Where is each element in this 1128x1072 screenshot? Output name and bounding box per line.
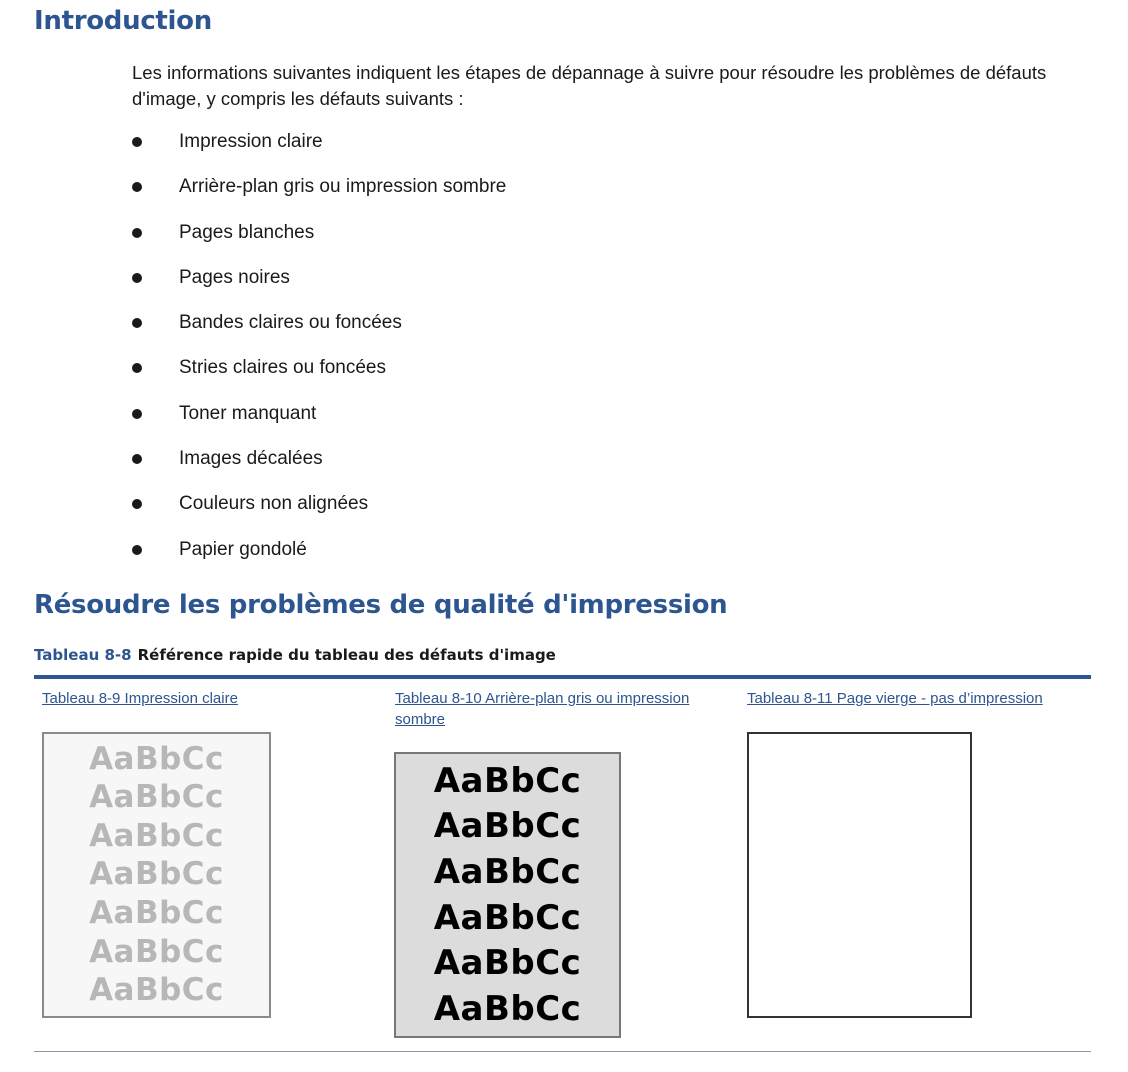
sample-text-line: AaBbCc [89,740,224,777]
link-gray-background[interactable]: Tableau 8-10 Arrière-plan gris ou impression sombre [395,690,690,728]
sample-text-line: AaBbCc [89,817,224,854]
defect-list [132,128,506,581]
sample-text-line: AaBbCc [433,943,582,984]
intro-paragraph: Les informations suivantes indiquent les étapes de dépannage à suivre pour résoudre les problèmes de défauts d'image, y compris les défauts suivants : [132,62,1047,109]
list-item [132,128,506,173]
table-title: Référence rapide du tableau des défauts d'image [137,646,556,664]
list-item [132,354,506,399]
table-bottom-rule [34,1051,1091,1052]
bullet-icon [132,273,142,283]
list-item [132,309,506,354]
table-number: Tableau 8-8 [34,646,132,664]
light-print-sample-image [42,732,271,1018]
sample-text-line: AaBbCc [433,760,582,801]
bullet-icon [132,228,142,238]
table-top-rule [34,675,1091,679]
bullet-icon [132,545,142,555]
list-item-label: Images décalées [179,448,323,470]
table-caption [34,646,556,664]
bullet-icon [132,318,142,328]
sample-text-line: AaBbCc [89,895,224,932]
list-item-label: Couleurs non alignées [179,493,369,515]
list-item-label: Papier gondolé [179,538,307,560]
list-item [132,400,506,445]
bullet-icon [132,454,142,464]
link-blank-page[interactable]: Tableau 8-11 Page vierge - pas d’impression [747,690,1043,707]
list-item-label: Pages noires [179,266,290,288]
sample-text-line: AaBbCc [89,933,224,970]
gray-background-sample-image [394,752,621,1038]
list-item [132,264,506,309]
table-column-gray-background [395,688,725,730]
list-item [132,490,506,535]
bullet-icon [132,182,142,192]
sample-text-line: AaBbCc [433,806,582,847]
list-item-label: Bandes claires ou foncées [179,312,402,334]
sample-text-line: AaBbCc [89,856,224,893]
bullet-icon [132,137,142,147]
sample-text-line: AaBbCc [433,852,582,893]
sample-text-line: AaBbCc [433,989,582,1030]
sample-text-line: AaBbCc [433,897,582,938]
section-heading: Résoudre les problèmes de qualité d'impression [34,590,728,620]
list-item [132,445,506,490]
bullet-icon [132,409,142,419]
bullet-icon [132,363,142,373]
list-item-label: Arrière-plan gris ou impression sombre [179,176,507,198]
bullet-icon [132,499,142,509]
list-item [132,536,506,581]
sample-text-line: AaBbCc [89,972,224,1009]
list-item [132,219,506,264]
list-item-label: Stries claires ou foncées [179,357,386,379]
list-item [132,173,506,218]
table-column-light-print [42,688,372,709]
table-column-blank-page [747,688,1077,709]
list-item-label: Toner manquant [179,402,317,424]
list-item-label: Impression claire [179,131,323,152]
link-light-print[interactable]: Tableau 8-9 Impression claire [42,690,238,707]
list-item-label: Pages blanches [179,221,315,243]
intro-heading: Introduction [34,6,212,36]
blank-page-sample-image [747,732,972,1018]
sample-text-line: AaBbCc [89,779,224,816]
